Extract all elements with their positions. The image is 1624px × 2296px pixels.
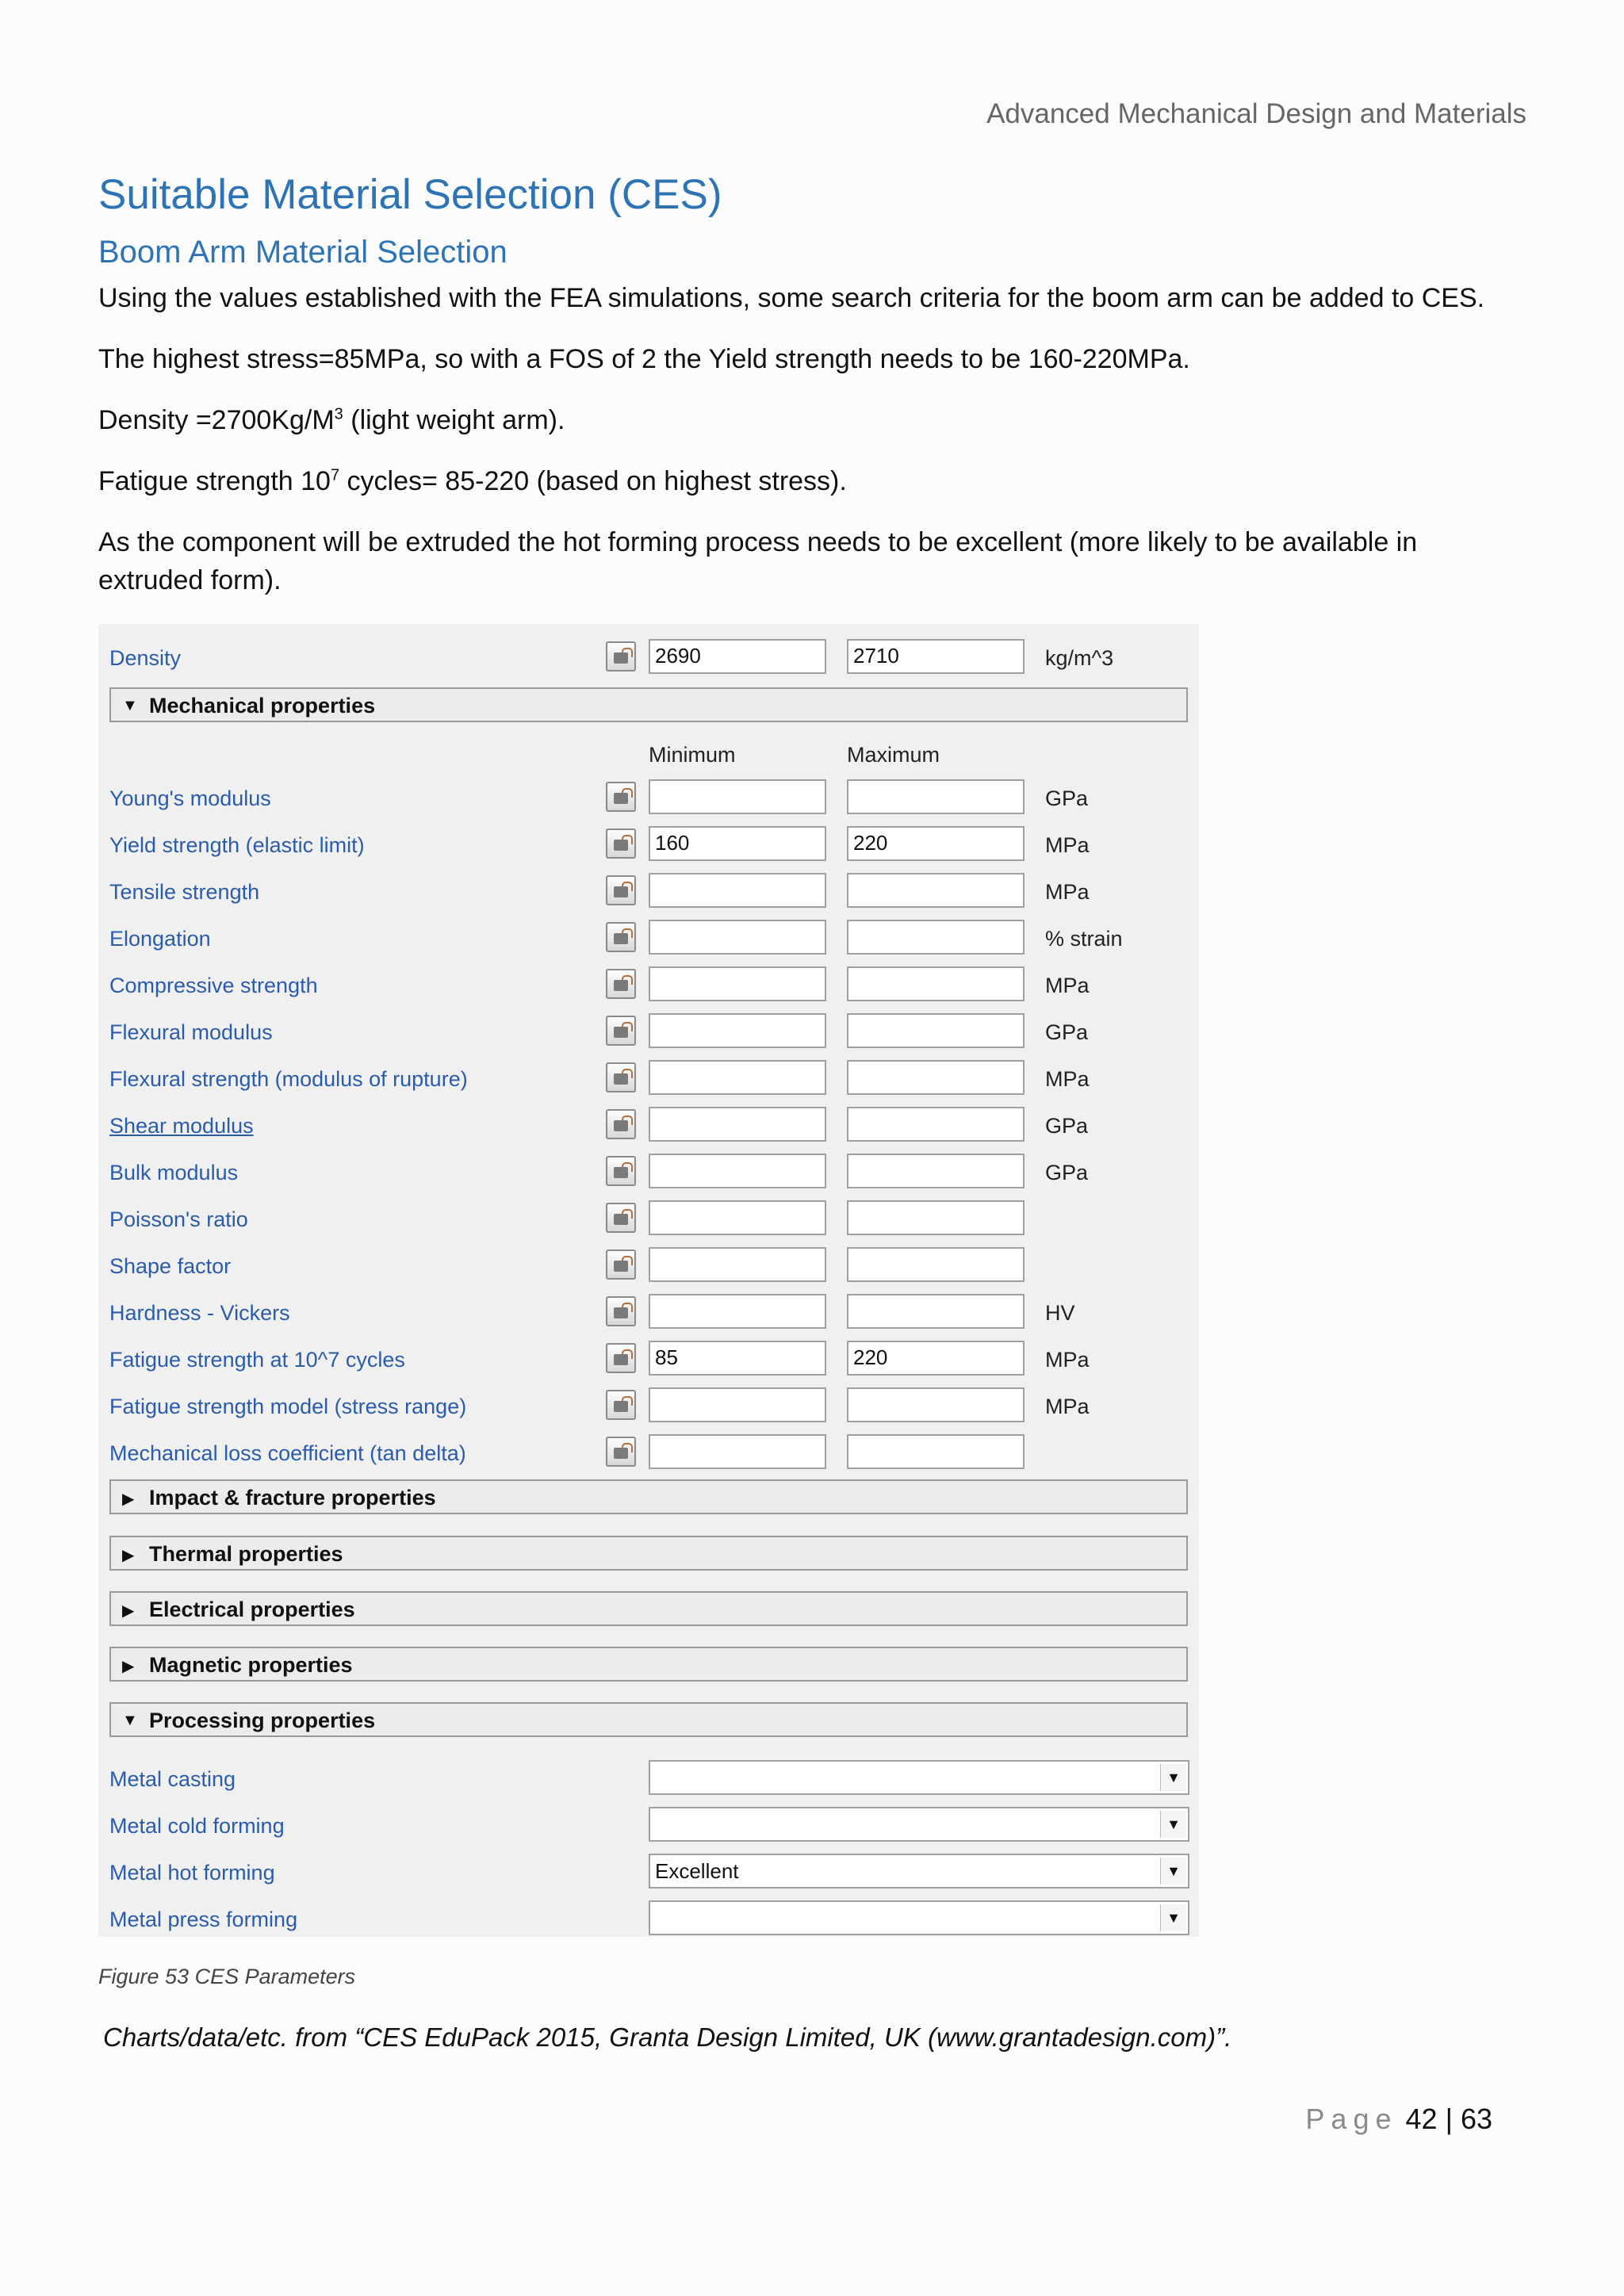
- section-title: Magnetic properties: [149, 1653, 353, 1677]
- unit-label: GPa: [1045, 1161, 1089, 1184]
- lock-icon[interactable]: [606, 969, 636, 999]
- page-current: 42: [1405, 2103, 1438, 2135]
- rating-select[interactable]: [649, 1760, 1189, 1795]
- property-label: Compressive strength: [109, 974, 318, 997]
- fatigue-text: Fatigue strength 10: [98, 466, 331, 496]
- chevron-down-icon[interactable]: ▼: [1160, 1858, 1186, 1885]
- unit-label: GPa: [1045, 786, 1089, 810]
- property-row-shape-factor: [98, 1243, 1199, 1290]
- page-separator: |: [1445, 2103, 1453, 2135]
- max-input[interactable]: [847, 966, 1025, 1001]
- paragraph-density: [98, 401, 1526, 439]
- triangle-right-icon: ▶: [122, 1658, 135, 1675]
- min-input[interactable]: [649, 779, 826, 814]
- max-input[interactable]: [847, 1154, 1025, 1188]
- property-label: Yield strength (elastic limit): [109, 833, 365, 857]
- property-label: Shape factor: [109, 1254, 232, 1278]
- max-input[interactable]: [847, 779, 1025, 814]
- min-input[interactable]: [649, 873, 826, 908]
- processing-row-metal-press-forming: [98, 1896, 1199, 1937]
- property-row-flexural-modulus: [98, 1009, 1199, 1056]
- property-row-hardness-vickers: [98, 1290, 1199, 1337]
- property-row-bulk-modulus: [98, 1150, 1199, 1196]
- max-input[interactable]: [847, 1013, 1025, 1048]
- subsection-heading: Boom Arm Material Selection: [98, 235, 508, 270]
- property-label: Young's modulus: [109, 786, 271, 810]
- minimum-column-header: Minimum: [649, 743, 736, 767]
- lock-icon[interactable]: [606, 1343, 636, 1373]
- property-label: Bulk modulus: [109, 1161, 239, 1184]
- property-row-elongation: [98, 916, 1199, 962]
- max-input[interactable]: [847, 920, 1025, 955]
- min-input[interactable]: [649, 1434, 826, 1469]
- lock-icon[interactable]: [606, 782, 636, 812]
- lock-icon[interactable]: [606, 922, 636, 952]
- fatigue-note: cycles= 85-220 (based on highest stress).: [339, 466, 847, 496]
- lock-icon[interactable]: [606, 641, 636, 672]
- rating-select[interactable]: [649, 1807, 1189, 1842]
- section-title: Mechanical properties: [149, 694, 376, 718]
- unit-label: GPa: [1045, 1020, 1089, 1044]
- property-label: Fatigue strength model (stress range): [109, 1395, 467, 1418]
- ces-parameters-panel: [98, 624, 1199, 1937]
- unit-label: kg/m^3: [1045, 646, 1114, 670]
- unit-label: MPa: [1045, 1067, 1090, 1091]
- lock-icon[interactable]: [606, 875, 636, 905]
- property-link[interactable]: Shear modulus: [109, 1114, 254, 1138]
- max-input[interactable]: [847, 1247, 1025, 1282]
- max-input[interactable]: [847, 1060, 1025, 1095]
- property-row-fatigue-strength: [98, 1337, 1199, 1383]
- page-word: Page: [1305, 2103, 1398, 2135]
- property-label: Metal casting: [109, 1767, 236, 1791]
- unit-label: GPa: [1045, 1114, 1089, 1138]
- section-magnetic[interactable]: [109, 1647, 1188, 1682]
- processing-row-metal-hot-forming: [98, 1850, 1199, 1896]
- figure-caption: Figure 53 CES Parameters: [98, 1965, 356, 1988]
- property-row-shear-modulus: [98, 1103, 1199, 1150]
- paragraph-stress: The highest stress=85MPa, so with a FOS of 2 the Yield strength needs to be 160-220MPa.: [98, 344, 1190, 374]
- section-title: Electrical properties: [149, 1598, 355, 1621]
- chevron-down-icon[interactable]: ▼: [1160, 1904, 1186, 1931]
- section-mechanical-properties[interactable]: [109, 687, 1188, 722]
- maximum-column-header: Maximum: [847, 743, 940, 767]
- triangle-right-icon: ▶: [122, 1602, 135, 1620]
- density-note: (light weight arm).: [343, 405, 565, 435]
- rating-select[interactable]: [649, 1900, 1189, 1935]
- density-min-input[interactable]: 2690: [649, 639, 826, 674]
- triangle-right-icon: ▶: [122, 1490, 135, 1508]
- triangle-right-icon: ▶: [122, 1547, 135, 1564]
- unit-label: MPa: [1045, 1395, 1090, 1418]
- max-input[interactable]: 220: [847, 826, 1025, 861]
- processing-row-metal-cold-forming: [98, 1803, 1199, 1850]
- lock-icon[interactable]: [606, 1203, 636, 1233]
- running-header: Advanced Mechanical Design and Materials: [986, 98, 1526, 129]
- max-input[interactable]: [847, 1387, 1025, 1422]
- fatigue-exponent: 7: [330, 466, 340, 484]
- unit-label: MPa: [1045, 1348, 1090, 1372]
- min-input[interactable]: [649, 1060, 826, 1095]
- processing-row-metal-casting: [98, 1756, 1199, 1803]
- property-label: Metal hot forming: [109, 1861, 275, 1885]
- property-label: Hardness - Vickers: [109, 1301, 290, 1325]
- lock-icon[interactable]: [606, 1109, 636, 1139]
- property-row-youngs-modulus: [98, 775, 1199, 822]
- unit-label: MPa: [1045, 974, 1090, 997]
- min-input[interactable]: [649, 1387, 826, 1422]
- lock-icon[interactable]: [606, 828, 636, 859]
- section-impact-fracture[interactable]: [109, 1479, 1188, 1514]
- max-input[interactable]: 220: [847, 1341, 1025, 1376]
- unit-label: MPa: [1045, 880, 1090, 904]
- lock-icon[interactable]: [606, 1437, 636, 1467]
- triangle-down-icon: ▼: [122, 697, 138, 714]
- density-text: Density =2700Kg/M: [98, 405, 335, 435]
- min-input[interactable]: [649, 966, 826, 1001]
- lock-icon[interactable]: [606, 1156, 636, 1186]
- max-input[interactable]: [847, 1200, 1025, 1235]
- triangle-down-icon: ▼: [122, 1712, 138, 1729]
- density-exponent: 3: [334, 405, 343, 423]
- lock-icon[interactable]: [606, 1249, 636, 1280]
- property-label: Tensile strength: [109, 880, 260, 904]
- chevron-down-icon[interactable]: ▼: [1160, 1811, 1186, 1838]
- property-row-fatigue-model: [98, 1383, 1199, 1430]
- min-input[interactable]: [649, 1200, 826, 1235]
- density-row: [98, 635, 1199, 682]
- min-input[interactable]: [649, 1107, 826, 1142]
- min-input[interactable]: 160: [649, 826, 826, 861]
- lock-icon[interactable]: [606, 1016, 636, 1046]
- min-input[interactable]: [649, 920, 826, 955]
- min-input[interactable]: [649, 1154, 826, 1188]
- density-max-input[interactable]: 2710: [847, 639, 1025, 674]
- unit-label: % strain: [1045, 927, 1123, 951]
- property-label: Flexural strength (modulus of rupture): [109, 1067, 468, 1091]
- max-input[interactable]: [847, 1107, 1025, 1142]
- lock-icon[interactable]: [606, 1062, 636, 1093]
- min-input[interactable]: [649, 1013, 826, 1048]
- section-title: Impact & fracture properties: [149, 1486, 436, 1510]
- rating-select[interactable]: [649, 1854, 1189, 1888]
- section-thermal[interactable]: [109, 1536, 1188, 1571]
- property-label: Elongation: [109, 927, 211, 951]
- select-value: Excellent: [655, 1859, 739, 1883]
- property-label: Metal cold forming: [109, 1814, 285, 1838]
- page-number: [1305, 2103, 1492, 2136]
- max-input[interactable]: [847, 1294, 1025, 1329]
- section-electrical[interactable]: [109, 1591, 1188, 1626]
- property-label: Poisson's ratio: [109, 1207, 248, 1231]
- section-title: Thermal properties: [149, 1542, 343, 1566]
- min-input[interactable]: [649, 1294, 826, 1329]
- page-total: 63: [1460, 2103, 1492, 2135]
- paragraph-fatigue: [98, 462, 1526, 500]
- max-input[interactable]: [847, 873, 1025, 908]
- property-row-yield-strength: [98, 822, 1199, 869]
- property-label: Density: [109, 646, 182, 670]
- paragraph-extrusion: As the component will be extruded the hot forming process needs to be excellent (more likely to be available in extruded form).: [98, 527, 1418, 595]
- property-label: Metal press forming: [109, 1908, 298, 1931]
- section-processing[interactable]: [109, 1702, 1188, 1737]
- property-label: Mechanical loss coefficient (tan delta): [109, 1441, 466, 1465]
- property-label: Fatigue strength at 10^7 cycles: [109, 1348, 405, 1372]
- property-row-tensile-strength: [98, 869, 1199, 916]
- chevron-down-icon[interactable]: ▼: [1160, 1764, 1186, 1791]
- property-row-compressive-strength: [98, 962, 1199, 1009]
- section-title: Processing properties: [149, 1709, 376, 1732]
- min-input[interactable]: [649, 1247, 826, 1282]
- unit-label: MPa: [1045, 833, 1090, 857]
- min-input[interactable]: 85: [649, 1341, 826, 1376]
- section-heading: Suitable Material Selection (CES): [98, 171, 722, 218]
- unit-label: HV: [1045, 1301, 1075, 1325]
- property-row-flexural-strength: [98, 1056, 1199, 1103]
- property-row-loss-coefficient: [98, 1430, 1199, 1477]
- max-input[interactable]: [847, 1434, 1025, 1469]
- lock-icon[interactable]: [606, 1390, 636, 1420]
- lock-icon[interactable]: [606, 1296, 636, 1326]
- property-label: Flexural modulus: [109, 1020, 273, 1044]
- paragraph-intro: Using the values established with the FEA simulations, some search criteria for the boom arm can be added to CES.: [98, 283, 1485, 313]
- data-credit: Charts/data/etc. from “CES EduPack 2015, Granta Design Limited, UK (www.grantadesign.com)”.: [103, 2022, 1232, 2052]
- property-row-poissons-ratio: [98, 1196, 1199, 1243]
